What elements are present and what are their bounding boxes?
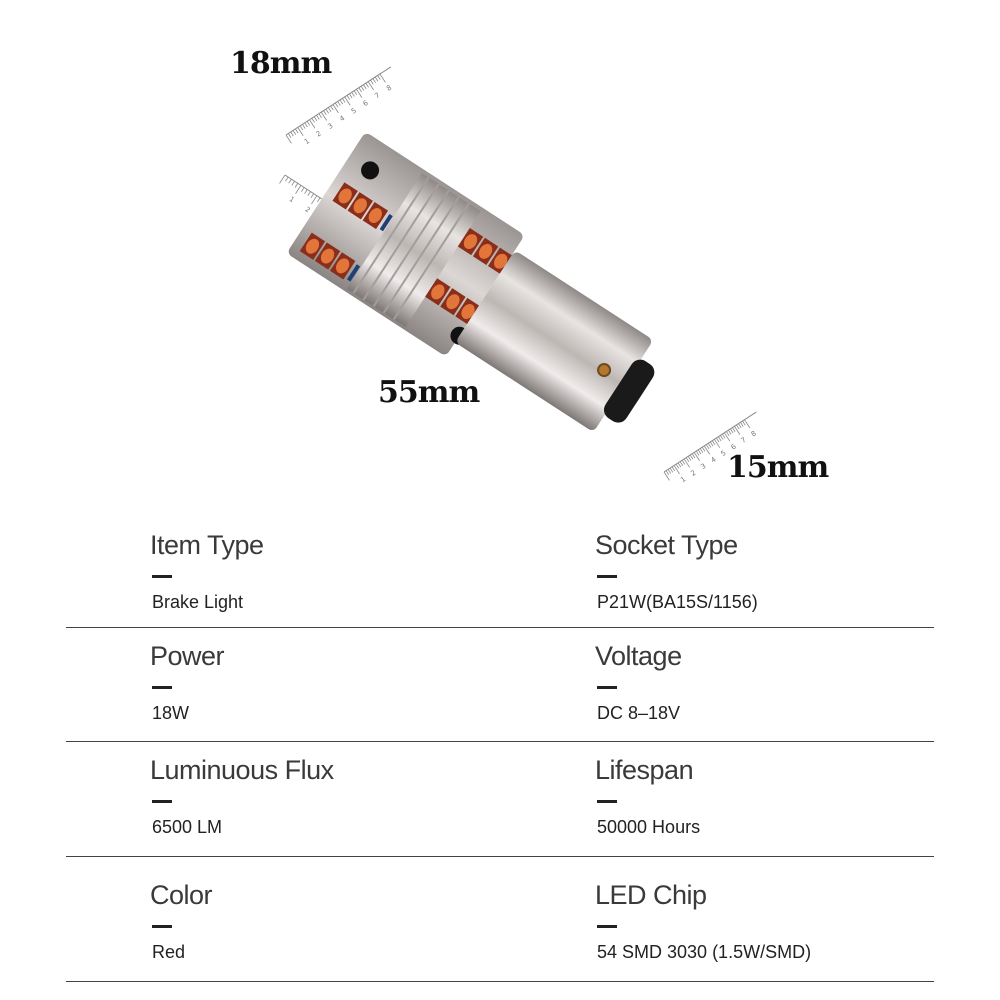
spec-label: Socket Type [595,530,738,560]
ruler-tick-label: 2 [689,468,698,478]
length-dimension-label: 55mm [378,375,480,410]
ruler-tick [295,129,298,133]
ruler-tick [331,106,334,110]
ruler-tick-label: 3 [326,121,335,131]
row-divider [66,627,934,628]
width-dimension-label: 18mm [230,46,332,81]
ruler-tick [720,435,723,439]
ruler-tick [698,450,701,454]
ruler-tick [347,95,350,99]
ruler-tick [301,187,304,191]
spec-dash [597,686,617,689]
ruler-tick [714,439,719,447]
ruler-tick [674,465,679,473]
spec-dash [597,800,617,803]
ruler-tick [728,430,731,434]
ruler-tick [308,192,311,196]
spec-value: 50000 Hours [597,817,701,837]
ruler-tick [305,189,308,193]
ruler-tick [690,455,693,459]
ruler-tick [289,179,292,183]
ruler-tick [311,194,314,198]
ruler-tick [718,437,721,441]
ruler-tick [712,441,715,445]
spec-label: Item Type [150,530,264,560]
ruler-tick-label: 5 [719,449,728,459]
spec-value: 54 SMD 3030 (1.5W/SMD) [597,942,812,962]
spec-dash [152,800,172,803]
ruler-tick [722,434,725,438]
spec-label: Color [150,880,213,910]
ruler-tick-label: 5 [349,106,359,116]
ruler-tick [682,460,685,464]
ruler-tick [732,428,735,432]
spec-luminous-flux [150,755,550,835]
ruler-tick-label: 6 [729,442,738,452]
spec-led-chip [595,880,995,960]
ruler-tick [684,459,689,467]
ruler-tick [338,101,341,105]
ruler-tick [302,124,305,128]
ruler-tick [363,85,366,89]
ruler-tick [742,421,745,425]
ruler-tick [349,94,352,98]
ruler-tick-label: 1 [302,137,312,147]
spec-dash [152,925,172,928]
ruler-tick [354,91,357,95]
ruler-tick [295,185,300,193]
spec-value: Brake Light [152,592,244,612]
ruler-tick-label: 1 [679,475,688,485]
spec-voltage [595,641,995,721]
spec-label: LED Chip [595,880,707,910]
ruler-tick [307,121,310,125]
spec-label: Power [150,641,225,671]
ruler-tick [311,196,316,204]
ruler-tick [680,462,683,466]
ruler-tick [305,123,308,127]
ruler-tick [700,448,703,452]
ruler-tick [300,126,303,130]
spec-dash [597,925,617,928]
ruler-tick [319,114,322,118]
ruler-tick [371,80,374,84]
ruler-tick [342,98,345,102]
ruler-tick [678,463,681,467]
ruler-tick [380,74,385,82]
spec-dash [152,686,172,689]
ruler-tick-label: 7 [739,435,748,446]
spec-color [150,880,550,960]
ruler-tick [373,79,376,83]
ruler-tick [280,175,285,183]
ruler-tick [359,88,362,92]
ruler-tick [317,198,320,202]
spec-lifespan [595,755,995,835]
ruler-tick [740,422,743,426]
spec-label: Luminuous Flux [150,755,334,785]
ruler-tick-label: 7 [373,91,382,101]
spec-dash [152,575,172,578]
ruler-tick [670,468,673,472]
ruler-tick [293,130,296,134]
spec-value: P21W(BA15S/1156) [597,592,758,612]
spec-table [0,500,1000,1000]
spec-dash [597,575,617,578]
spec-value: 18W [152,703,190,723]
ruler-tick [745,420,750,428]
spec-item-type [150,530,550,610]
spec-value: 6500 LM [152,817,223,837]
ruler-tick [696,451,699,455]
ruler-tick [694,452,699,460]
ruler-tick [668,469,671,473]
spec-label: Lifespan [595,755,694,785]
ruler-tick-label: 4 [338,114,347,124]
ruler-tick [734,426,739,434]
spec-power [150,641,550,721]
ruler-tick-label: 2 [314,129,323,139]
base-dimension-label: 15mm [727,450,829,485]
ruler-tick [285,177,288,181]
ruler-tick [340,100,343,104]
row-divider [66,856,934,857]
ruler-tick-label: 6 [361,98,370,109]
ruler-tick-label: 3 [699,462,708,472]
ruler-tick [702,447,705,451]
ruler-tick-label: 8 [385,83,394,93]
ruler-tick [736,425,739,429]
ruler-tick [375,77,378,81]
ruler-tick [328,108,331,112]
ruler-tick [730,429,733,433]
ruler-tick [726,431,729,435]
ruler-tick [292,181,295,185]
ruler-tick [366,83,369,87]
ruler-tick [708,443,711,447]
spec-label: Voltage [595,641,682,671]
ruler-tick [324,111,327,115]
ruler-tick [738,424,741,428]
spec-value: DC 8–18V [597,703,681,723]
ruler-tick [686,458,689,462]
ruler-tick [724,433,729,441]
ruler-tick-label: 8 [749,429,758,439]
ruler-tick [664,472,669,480]
ruler-tick [352,92,355,96]
ruler-tick [706,445,709,449]
ruler-tick-label: 2 [303,205,312,215]
bulb [286,132,679,458]
ruler-tick [676,464,679,468]
ruler-tick [312,118,315,122]
ruler-tick [295,183,298,187]
ruler-tick [335,103,338,107]
row-divider [66,981,934,982]
ruler-tick [317,115,320,119]
ruler-tick [288,133,291,137]
spec-value: Red [152,942,186,962]
ruler-tick [716,438,719,442]
row-divider [66,741,934,742]
ruler-tick [710,442,713,446]
spec-socket-type [595,530,995,610]
ruler-tick [314,117,317,121]
ruler-tick [378,76,381,80]
ruler-tick [692,454,695,458]
ruler-tick-label: 1 [287,195,296,205]
ruler-tick [688,456,691,460]
ruler-tick [291,132,294,136]
ruler-tick-label: 4 [709,455,718,465]
ruler-tick [666,471,669,475]
ruler-tick [326,109,329,113]
ruler-tick [361,86,364,90]
ruler-tick [704,446,709,454]
ruler-tick [672,467,675,471]
